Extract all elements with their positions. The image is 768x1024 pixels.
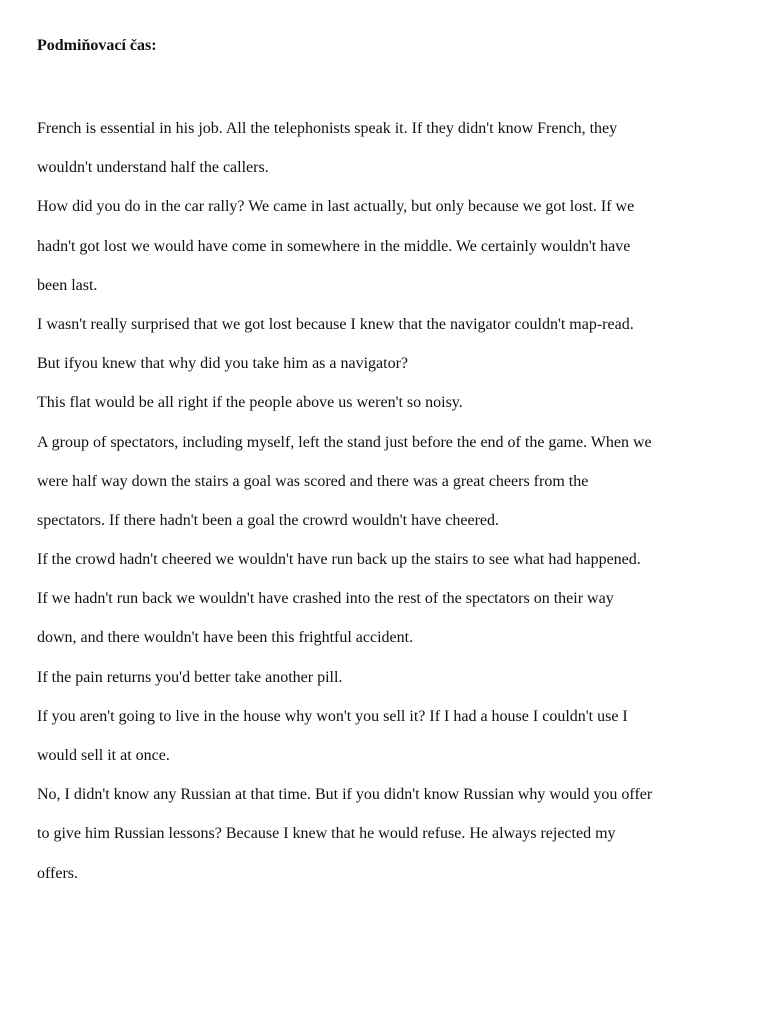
text-line: were half way down the stairs a goal was scored and there was a great cheers from the [37,472,589,490]
text-line: would sell it at once. [37,747,170,764]
text-line: to give him Russian lessons? Because I knew that he would refuse. He always rejected my [37,825,616,843]
text-line: offers. [37,864,79,882]
text-line: If the crowd hadn't cheered we wouldn't have run back up the stairs to see what had happened. [37,551,641,569]
text-line: down, and there wouldn't have been this frightful accident. [37,629,414,647]
document-heading: Podmiňovací čas: [37,37,157,54]
text-line: This flat would be all right if the people above us weren't so noisy. [37,394,463,412]
text-line: A group of spectators, including myself, left the stand just before the end of the game. When we [37,433,652,451]
text-line: French is essential in his job. All the telephonists speak it. If they didn't know French, they [37,120,618,137]
text-line: How did you do in the car rally? We came in last actually, but only because we got lost. If we [37,198,635,216]
text-line: hadn't got lost we would have come in somewhere in the middle. We certainly wouldn't have [37,237,631,255]
text-line: If you aren't going to live in the house why won't you sell it? If I had a house I couldn't use I [37,707,628,725]
text-line: been last. [37,276,98,294]
text-line: But ifyou knew that why did you take him as a navigator? [37,355,409,373]
text-line: If the pain returns you'd better take another pill. [37,668,343,686]
text-line: No, I didn't know any Russian at that time. But if you didn't know Russian why would you offer [37,786,653,804]
text-line: I wasn't really surprised that we got lost because I knew that the navigator couldn't map-read. [37,315,634,333]
text-line: If we hadn't run back we wouldn't have crashed into the rest of the spectators on their way [37,590,614,608]
document-body [37,109,747,893]
text-line: spectators. If there hadn't been a goal the crowrd wouldn't have cheered. [37,511,500,529]
text-line: wouldn't understand half the callers. [37,159,269,177]
